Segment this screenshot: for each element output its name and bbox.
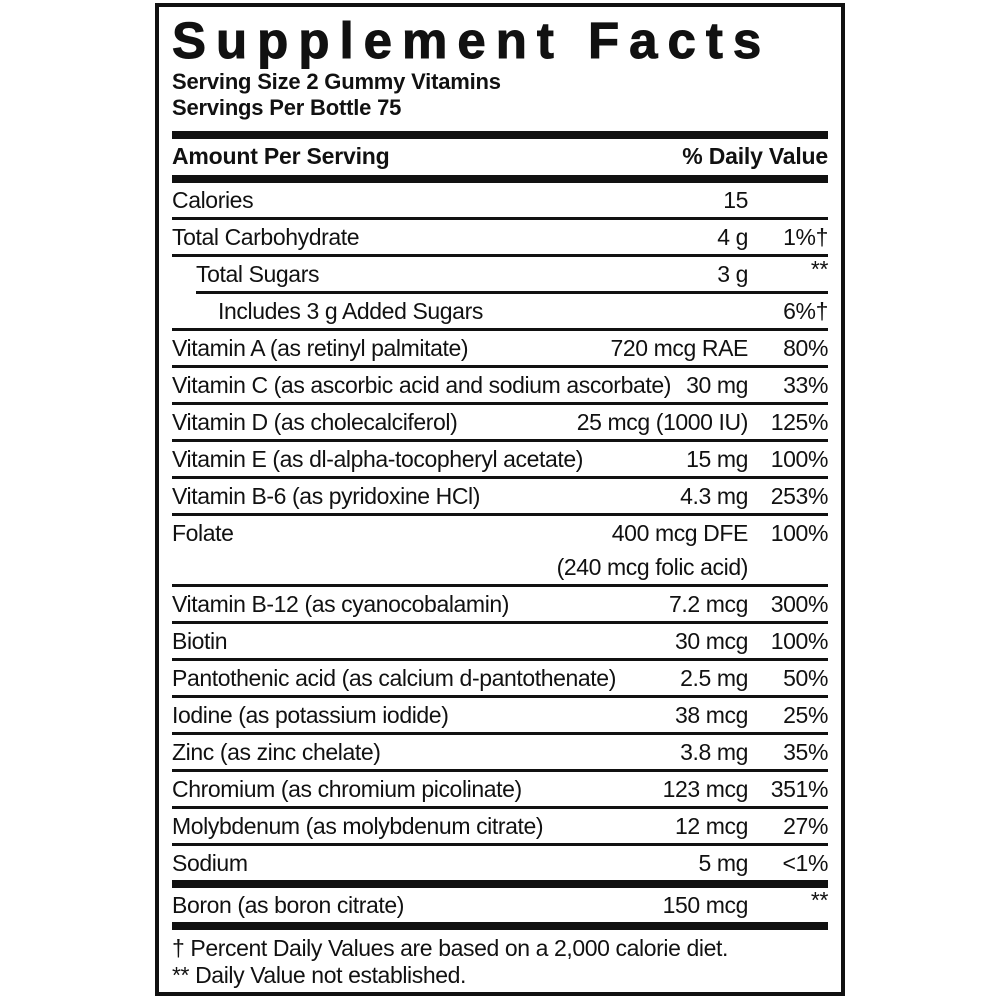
nutrient-name: Vitamin A (as retinyl palmitate): [172, 335, 469, 361]
footnotes: [172, 935, 828, 989]
nutrient-daily-value: **: [810, 887, 828, 913]
supplement-facts-panel: [155, 3, 845, 996]
nutrient-row: [172, 809, 828, 843]
nutrient-amount: 25 mcg (1000 IU): [576, 409, 748, 435]
nutrient-amount: 5 mg: [698, 850, 748, 876]
nutrient-name: Pantothenic acid (as calcium d-pantothenate): [172, 665, 616, 691]
nutrient-daily-value: 80%: [783, 335, 828, 361]
nutrient-daily-value: 100%: [770, 520, 828, 546]
nutrient-row: [172, 405, 828, 439]
nutrient-daily-value: 100%: [770, 628, 828, 654]
amount-per-serving-header: Amount Per Serving: [172, 143, 390, 169]
nutrient-row: [172, 257, 828, 291]
nutrient-name: Biotin: [172, 628, 228, 654]
nutrient-daily-value: 35%: [783, 739, 828, 765]
nutrient-daily-value: 50%: [783, 665, 828, 691]
nutrient-row: [172, 368, 828, 402]
nutrient-amount: 30 mcg: [674, 628, 748, 654]
nutrient-row: [172, 183, 828, 217]
nutrient-amount: 400 mcg DFE (240 mcg folic acid): [556, 520, 748, 580]
percent-daily-value-header: % Daily Value: [682, 143, 828, 169]
nutrient-daily-value: 6%†: [783, 298, 828, 324]
nutrient-name: Boron (as boron citrate): [172, 892, 405, 918]
other-ingredient-rows-section: [172, 888, 828, 922]
nutrient-name: Calories: [172, 187, 254, 213]
nutrient-row: [172, 624, 828, 658]
nutrient-amount: 150 mcg: [662, 892, 748, 918]
footnote-dv-not-established: ** Daily Value not established.: [172, 962, 467, 988]
nutrient-daily-value: 25%: [783, 702, 828, 728]
thick-rule: [172, 922, 828, 930]
nutrient-daily-value: 351%: [770, 776, 828, 802]
nutrient-amount: 2.5 mg: [680, 665, 748, 691]
servings-per-bottle-line: Servings Per Bottle 75: [172, 95, 402, 120]
nutrient-name: Vitamin B-6 (as pyridoxine HCl): [172, 483, 481, 509]
nutrient-amount: 12 mcg: [674, 813, 748, 839]
nutrient-daily-value: **: [810, 256, 828, 282]
nutrient-name: Iodine (as potassium iodide): [172, 702, 449, 728]
nutrient-name: Molybdenum (as molybdenum citrate): [172, 813, 544, 839]
nutrient-amount: 3.8 mg: [680, 739, 748, 765]
nutrient-row: [172, 888, 828, 922]
nutrient-name: Total Sugars: [196, 261, 320, 287]
nutrient-row: [172, 772, 828, 806]
nutrient-amount: 7.2 mcg: [668, 591, 748, 617]
nutrient-name: Vitamin C (as ascorbic acid and sodium ascorbate): [172, 372, 671, 398]
nutrient-amount: 30 mg: [686, 372, 748, 398]
nutrient-amount: 38 mcg: [674, 702, 748, 728]
nutrient-amount: 123 mcg: [662, 776, 748, 802]
column-header-row: [172, 139, 828, 173]
nutrient-name: Vitamin D (as cholecalciferol): [172, 409, 458, 435]
nutrient-rows-section: [172, 183, 828, 880]
nutrient-daily-value: 253%: [770, 483, 828, 509]
serving-size-line: Serving Size 2 Gummy Vitamins: [172, 69, 501, 94]
panel-title: Supplement Facts: [172, 12, 772, 69]
nutrient-amount: 15 mg: [686, 446, 748, 472]
nutrient-name: Includes 3 g Added Sugars: [218, 298, 483, 324]
nutrient-amount: 4 g: [717, 224, 748, 250]
nutrient-daily-value: 27%: [783, 813, 828, 839]
nutrient-name: Vitamin E (as dl-alpha-tocopheryl acetate): [172, 446, 584, 472]
nutrient-name: Vitamin B-12 (as cyanocobalamin): [172, 591, 510, 617]
nutrient-amount: 15: [723, 187, 748, 213]
nutrient-row: [172, 479, 828, 513]
nutrient-row: [172, 220, 828, 254]
nutrient-daily-value: 1%†: [783, 224, 828, 250]
thick-rule: [172, 175, 828, 183]
nutrient-daily-value: 125%: [770, 409, 828, 435]
nutrient-name: Chromium (as chromium picolinate): [172, 776, 522, 802]
nutrient-name: Folate: [172, 520, 234, 546]
nutrient-daily-value: 300%: [770, 591, 828, 617]
thick-rule: [172, 131, 828, 139]
nutrient-name: Total Carbohydrate: [172, 224, 360, 250]
nutrient-row: [172, 661, 828, 695]
nutrient-row: [172, 516, 828, 584]
nutrient-name: Sodium: [172, 850, 248, 876]
nutrient-daily-value: <1%: [782, 850, 828, 876]
nutrient-row: [172, 442, 828, 476]
thick-rule: [172, 880, 828, 888]
nutrient-row: [172, 587, 828, 621]
nutrient-daily-value: 33%: [783, 372, 828, 398]
nutrient-row: [172, 698, 828, 732]
nutrient-amount: 3 g: [717, 261, 748, 287]
footnote-daily-value-basis: † Percent Daily Values are based on a 2,000 calorie diet.: [172, 935, 728, 961]
nutrient-amount: 4.3 mg: [680, 483, 748, 509]
nutrient-row: [172, 294, 828, 328]
nutrient-amount: 720 mcg RAE: [610, 335, 748, 361]
nutrient-row: [172, 735, 828, 769]
nutrient-daily-value: 100%: [770, 446, 828, 472]
nutrient-row: [172, 331, 828, 365]
nutrient-row: [172, 846, 828, 880]
nutrient-name: Zinc (as zinc chelate): [172, 739, 381, 765]
